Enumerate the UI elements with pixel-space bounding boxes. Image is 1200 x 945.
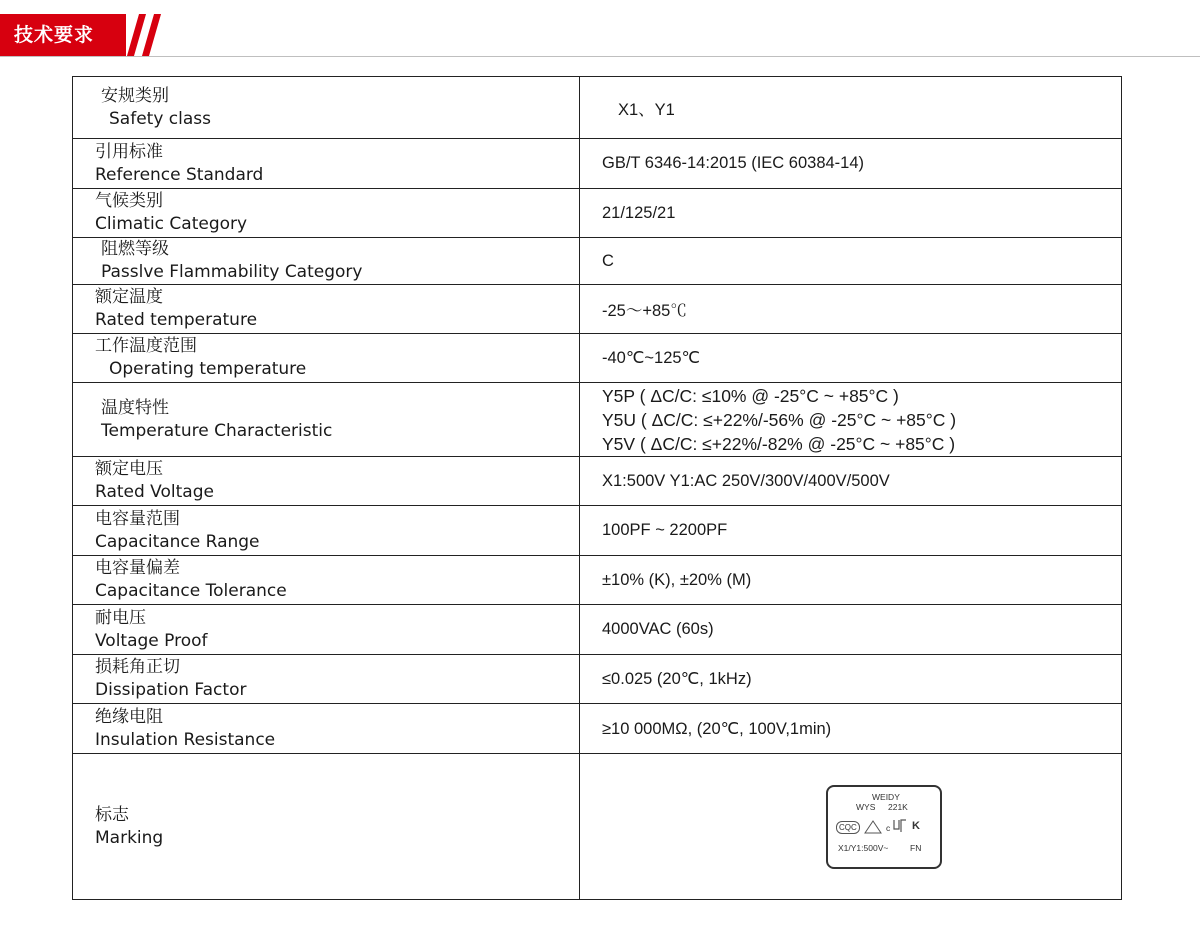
spec-label [73,457,580,506]
label-en: Rated temperature [95,310,258,330]
label-en: Rated Voltage [95,482,214,502]
triangle-cert-icon [864,820,882,834]
marking-cell [580,754,1122,900]
spec-label [73,139,580,189]
table-row [73,334,1122,383]
marking-series: WYS [856,801,876,812]
table-row [73,704,1122,754]
spec-label [73,334,580,383]
label-cn: 标志 [95,804,129,825]
label-en: Voltage Proof [95,630,208,651]
spec-label [73,189,580,238]
spec-label [73,754,580,900]
cqc-cert-icon: CQC [836,821,860,834]
spec-value: ≥10 000MΩ, (20℃, 100V,1min) [580,704,1122,754]
ul-cert-icon [892,819,908,833]
label-cn: 阻燃等级 [101,239,169,259]
label-en: Dissipation Factor [95,680,247,700]
table-row [73,285,1122,334]
label-en: Insulation Resistance [95,729,276,750]
label-cn: 绝缘电阻 [95,706,163,727]
spec-label [73,704,580,754]
marking-rating: X1/Y1:500V~ [838,842,889,853]
spec-label [73,77,580,139]
table-row [73,238,1122,285]
spec-value: 21/125/21 [580,189,1122,238]
label-cn: 电容量偏差 [95,558,180,578]
spec-value: 4000VAC (60s) [580,605,1122,655]
table-row [73,383,1122,457]
table-row [73,655,1122,704]
marking-image [826,785,942,869]
spec-value: X1:500V Y1:AC 250V/300V/400V/500V [580,457,1122,506]
table-row [73,457,1122,506]
spec-value: 100PF ~ 2200PF [580,506,1122,556]
spec-label [73,383,580,457]
k-cert-icon: K [912,819,920,832]
table-row [73,754,1122,900]
spec-value: X1、Y1 [580,77,1122,139]
label-en: Safety class [109,108,211,129]
label-cn: 工作温度范围 [95,336,197,356]
table-row [73,139,1122,189]
spec-label [73,285,580,334]
table-row [73,189,1122,238]
section-header [0,0,1200,58]
table-row [73,556,1122,605]
label-en: Capacitance Range [95,531,260,552]
label-en: Temperature Characteristic [101,420,333,441]
spec-value: ≤0.025 (20℃, 1kHz) [580,655,1122,704]
spec-value: GB/T 6346-14:2015 (IEC 60384-14) [580,139,1122,189]
label-en: Climatic Category [95,214,248,234]
label-cn: 损耗角正切 [95,657,180,677]
temp-char-line: Y5P ( ΔC/C: ≤10% @ -25°C ~ +85°C ) [602,385,899,406]
ul-cert-prefix: c [886,822,891,833]
spec-label [73,556,580,605]
label-en: Marking [95,827,164,848]
spec-value: -25～+85℃ [580,285,1122,334]
label-cn: 温度特性 [101,397,169,418]
decor-slash [142,14,161,56]
temp-char-line: Y5U ( ΔC/C: ≤+22%/-56% @ -25°C ~ +85°C ) [602,409,957,430]
temp-char-line: Y5V ( ΔC/C: ≤+22%/-82% @ -25°C ~ +85°C ) [602,433,956,454]
spec-label [73,605,580,655]
label-cn: 气候类别 [95,191,163,211]
table-row [73,506,1122,556]
header-divider [0,56,1200,57]
label-en: Capacitance Tolerance [95,581,287,601]
spec-value: C [580,238,1122,285]
label-en: Passlve Flammability Category [101,262,363,282]
spec-value: -40℃~125℃ [580,334,1122,383]
marking-brand: WEIDY [872,791,900,802]
label-en: Reference Standard [95,164,264,185]
spec-label [73,655,580,704]
spec-value: ±10% (K), ±20% (M) [580,556,1122,605]
label-cn: 额定温度 [95,287,163,307]
marking-code: 221K [888,801,908,812]
label-cn: 安规类别 [101,85,169,106]
label-cn: 耐电压 [95,607,146,628]
label-cn: 电容量范围 [95,508,180,529]
spec-value-multi [580,383,1122,457]
table-row [73,605,1122,655]
marking-suffix: FN [910,842,922,853]
label-cn: 额定电压 [95,459,163,479]
table-row [73,77,1122,139]
spec-label [73,238,580,285]
spec-table [72,76,1122,900]
section-title: 技术要求 [0,14,126,56]
spec-label [73,506,580,556]
label-cn: 引用标准 [95,141,163,162]
label-en: Operating temperature [109,359,307,379]
